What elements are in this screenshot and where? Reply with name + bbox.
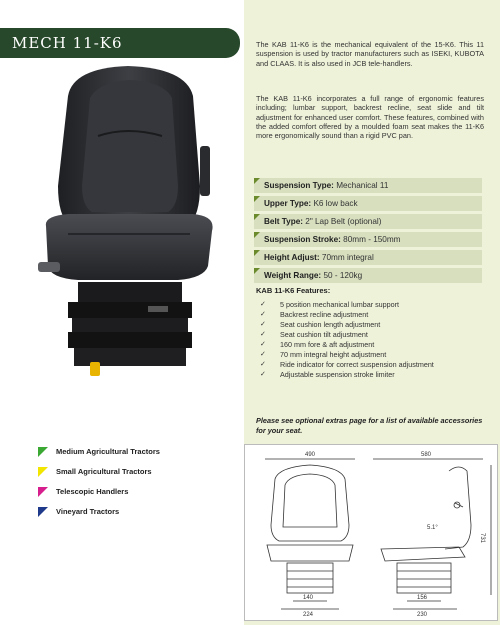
spec-table	[254, 178, 482, 286]
feature-text: Ride indicator for correct suspension adjustment	[280, 360, 434, 369]
dim-width-side: 580	[421, 452, 432, 458]
legend-item	[38, 446, 160, 458]
list-item	[260, 320, 490, 330]
spec-label: Weight Range:	[264, 271, 322, 280]
corner-icon	[254, 196, 260, 202]
intro-paragraph-2: The KAB 11-K6 incorporates a full range of ergonomic features including; lumbar support, backrest recline, seat slide and tilt adjustment for enhanced user comfort. These features, combined with the added comfort offered by a moulded foam seat makes the 11-K6 more ergonomically sound than a rigid PVC pan.	[256, 94, 484, 141]
corner-icon	[254, 214, 260, 220]
check-icon: ✓	[260, 371, 266, 378]
spec-row	[254, 250, 482, 265]
dim-base-front-outer: 224	[303, 612, 314, 618]
legend-label: Telescopic Handlers	[56, 487, 129, 496]
technical-drawing	[244, 444, 498, 621]
dim-base-front: 140	[303, 595, 314, 601]
drawing-svg	[245, 445, 497, 620]
dim-height: 731	[479, 533, 485, 544]
spec-row	[254, 214, 482, 229]
feature-text: Adjustable suspension stroke limiter	[280, 370, 395, 379]
spec-value: K6 low back	[313, 199, 358, 208]
check-icon: ✓	[260, 341, 266, 348]
triangle-icon	[38, 447, 48, 457]
feature-text: 70 mm integral height adjustment	[280, 350, 387, 359]
check-icon: ✓	[260, 301, 266, 308]
legend-item	[38, 486, 160, 498]
accessories-note: Please see optional extras page for a list of available accessories for your seat.	[256, 416, 483, 435]
list-item	[260, 340, 490, 350]
triangle-icon	[38, 467, 48, 477]
dim-base-side-outer: 230	[417, 612, 428, 618]
spec-value: 2" Lap Belt (optional)	[305, 217, 382, 226]
feature-text: Backrest recline adjustment	[280, 310, 369, 319]
legend-label: Small Agricultural Tractors	[56, 467, 152, 476]
legend-label: Vineyard Tractors	[56, 507, 120, 516]
feature-text: 5 position mechanical lumbar support	[280, 300, 400, 309]
spec-row	[254, 196, 482, 211]
seat-image	[28, 66, 228, 396]
triangle-icon	[38, 507, 48, 517]
list-item	[260, 360, 490, 370]
product-title: MECH 11-K6	[12, 34, 123, 52]
feature-text: Seat cushion length adjustment	[280, 320, 381, 329]
feature-text: Seat cushion tilt adjustment	[280, 330, 368, 339]
corner-icon	[254, 178, 260, 184]
spec-value: 50 - 120kg	[323, 271, 363, 280]
spec-value: Mechanical 11	[336, 181, 389, 190]
list-item	[260, 330, 490, 340]
check-icon: ✓	[260, 321, 266, 328]
spec-row	[254, 268, 482, 283]
spec-label: Height Adjust:	[264, 253, 320, 262]
list-item	[260, 370, 490, 380]
features-title: KAB 11-K6 Features:	[256, 286, 331, 295]
features-list	[260, 300, 490, 380]
list-item	[260, 310, 490, 320]
list-item	[260, 300, 490, 310]
legend-item	[38, 466, 160, 478]
feature-text: 160 mm fore & aft adjustment	[280, 340, 375, 349]
vehicle-legend	[38, 446, 160, 526]
spec-label: Suspension Stroke:	[264, 235, 341, 244]
corner-icon	[254, 232, 260, 238]
check-icon: ✓	[260, 351, 266, 358]
title-banner	[0, 28, 240, 58]
spec-label: Belt Type:	[264, 217, 303, 226]
spec-label: Upper Type:	[264, 199, 312, 208]
list-item	[260, 350, 490, 360]
dim-base-side: 156	[417, 595, 428, 601]
check-icon: ✓	[260, 361, 266, 368]
legend-label: Medium Agricultural Tractors	[56, 447, 160, 456]
check-icon: ✓	[260, 311, 266, 318]
spec-row	[254, 232, 482, 247]
dim-width-front: 490	[305, 452, 316, 458]
dim-angle: 5.1°	[427, 525, 438, 531]
corner-icon	[254, 250, 260, 256]
spec-row	[254, 178, 482, 193]
check-icon: ✓	[260, 331, 266, 338]
corner-icon	[254, 268, 260, 274]
spec-value: 80mm - 150mm	[343, 235, 401, 244]
triangle-icon	[38, 487, 48, 497]
spec-value: 70mm integral	[321, 253, 374, 262]
intro-paragraph-1: The KAB 11-K6 is the mechanical equivalent of the 15-K6. This 11 suspension is used by tractor manufacturers such as ISEKI, KUBOTA and CLAAS. It is also used in JCB tele-handlers.	[256, 40, 484, 68]
spec-label: Suspension Type:	[264, 181, 334, 190]
legend-item	[38, 506, 160, 518]
